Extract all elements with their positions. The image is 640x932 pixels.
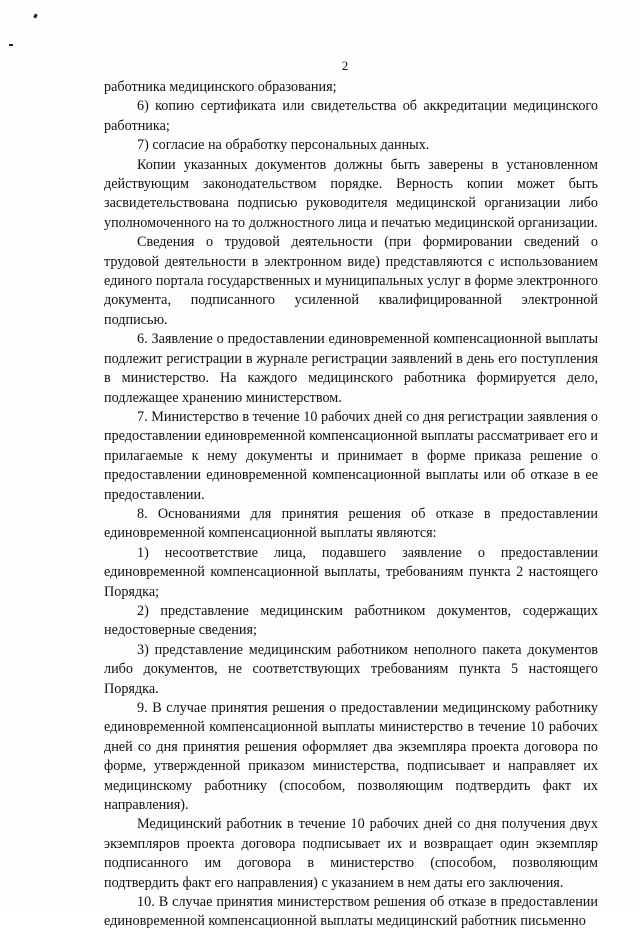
paragraph: 1) несоответствие лица, подавшего заявление о предоставлении единовременной компенсационной выплаты, требованиям пункта 2 настоящего Порядка; <box>104 544 598 600</box>
paragraph: работника медицинского образования; <box>104 79 337 95</box>
paragraph: 10. В случае принятия министерством решения об отказе в предоставлении единовременной компенсационной выплаты медицинский работник письменно <box>104 894 598 930</box>
scan-speck <box>9 44 13 46</box>
paragraph: Медицинский работник в течение 10 рабочих дней со дня получения двух экземпляров проекта договора подписывает их и возвращает один экземпляр подписанного им договора в министерство (способом, позволяющим подтвердить факт его направления) с указанием в нем даты его заключения. <box>104 816 598 891</box>
paragraph: 3) представление медицинским работником неполного пакета документов либо документов, не соответствующих требованиям пункта 5 настоящего Порядка. <box>104 641 598 697</box>
page-number: 2 <box>341 58 349 73</box>
paragraph: 8. Основаниями для принятия решения об отказе в предоставлении единовременной компенсационной выплаты являются: <box>104 505 598 542</box>
paragraph: 7) согласие на обработку персональных данных. <box>137 137 430 154</box>
paragraph: 7. Министерство в течение 10 рабочих дней со дня регистрации заявления о предоставлении единовременной компенсационной выплаты рассматривает его и прилагаемые к нему документы и принимает в форме приказа решение о предоставлении единовременной компенсационной выплаты или об отказе в ее предоставлении. <box>104 408 598 503</box>
paragraph: 9. В случае принятия решения о предоставлении медицинскому работнику единовременной компенсационной выплаты министерство в течение 10 рабочих дней со дня принятия решения оформляет два экземпляра проекта договора по форме, утвержденной приказом министерства, подписывает и направляет их медицинскому работнику (способом, позволяющим подтвердить факт их направления). <box>104 700 598 814</box>
paragraph: 2) представление медицинским работником документов, содержащих недостоверные сведения; <box>104 602 598 639</box>
paragraph: Сведения о трудовой деятельности (при формировании сведений о трудовой деятельности в электронном виде) представляются с использованием единого портала государственных и муниципальных услуг в форме электронного документа, подписанного усиленной квалифицированной электронной подписью. <box>104 234 598 328</box>
document-body <box>104 78 598 932</box>
paragraph: 6. Заявление о предоставлении единовременной компенсационной выплаты подлежит регистрации в журнале регистрации заявлений в день его поступления в министерство. На каждого медицинского работника формируется дело, подлежащее хранению министерством. <box>104 331 598 406</box>
paragraph: Копии указанных документов должны быть заверены в установленном действующим законодательством порядке. Верность копии может быть засвидетельствована подписью руководителя медицинской организации либо уполномоченного на то должностного лица и печатью медицинской организации. <box>104 156 598 231</box>
paragraph: 6) копию сертификата или свидетельства об аккредитации медицинского работника; <box>104 98 598 134</box>
scan-speck <box>33 14 37 19</box>
